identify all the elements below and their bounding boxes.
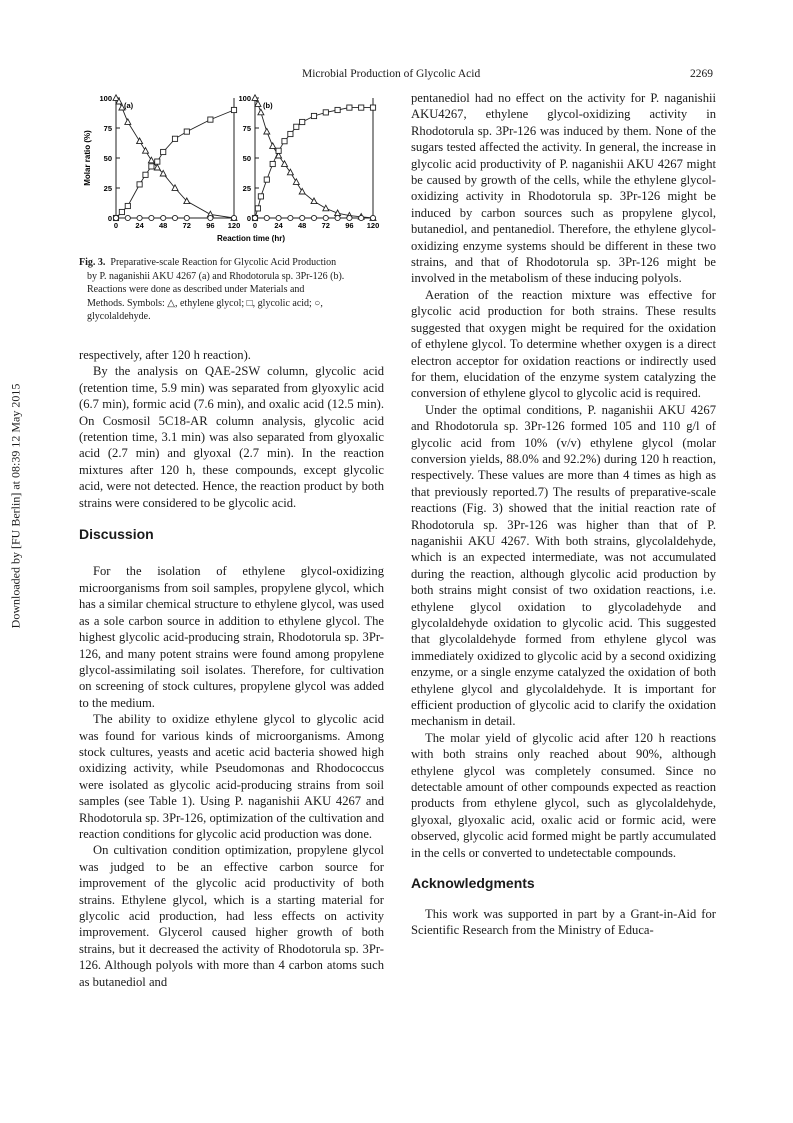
y-tick-label: 100	[238, 94, 251, 103]
glycolic-acid-marker	[300, 119, 305, 124]
ethylene-glycol-marker	[125, 119, 131, 125]
glycolic-acid-marker	[323, 110, 328, 115]
ethylene-glycol-marker	[143, 148, 149, 154]
ethylene-glycol-marker	[293, 179, 299, 185]
paragraph: Under the optimal conditions, P. naganishii AKU 4267 and Rhodotorula sp. 3Pr-126 formed 105 and 110 g/l of glycolic acid from 10% (v/v) ethylene glycol (molar conversion yields, 88.0% and 92.2%) during 120 h reaction, respectively. These values are more than 4 times as high as that previously reported.7) The results of preparative-scale reactions (Fig. 3) showed that the initial reaction rate of Rhodotorula sp. 3Pr-126 was higher than that of P. naganishii AKU 4267. With both strains, glycolaldehyde, which is an expected intermediate, was not accumulated during the reaction, although glycolic acid production by both strains might consist of two oxidation reactions, i.e. ethylene glycol oxidation to glycoladehyde and glycolaldehyde oxidation to glycolic acid. This suggested that glycolaldehyde formed from ethylene glycol was immediately oxidized to glycolic acid by a second oxidizing enzyme, or a single enzyme catalyzed the oxidation of both ethylene glycol and glycolaldehyde. It is important for efficient production of glycolic acid to clarify the oxidation mechanism in detail.	[411, 402, 716, 729]
glycolic-acid-marker	[155, 159, 160, 164]
glycolaldehyde-marker	[288, 215, 293, 220]
glycolaldehyde-marker	[359, 215, 364, 220]
ethylene-glycol-marker	[311, 198, 317, 204]
glycolic-acid-marker	[255, 206, 260, 211]
paragraph: respectively, after 120 h reaction).	[79, 348, 251, 362]
glycolaldehyde-marker	[208, 215, 213, 220]
paragraph: Aeration of the reaction mixture was effective for glycolic acid production for both strains. These results suggested that oxygen might be required for the oxidation of ethylene glycol. To determine whether oxygen is a direct electron acceptor for oxidation reactions or indirectly used for them, elucidation of the enzyme system catalyzing the conversion of ethylene glycol to glycolic acid is required.	[411, 287, 716, 401]
section-heading-acknowledgments: Acknowledgments	[411, 875, 535, 892]
glycolic-acid-marker	[282, 139, 287, 144]
glycolic-acid-marker	[359, 105, 364, 110]
glycolic-acid-marker	[172, 136, 177, 141]
figure-3	[76, 90, 386, 250]
chart-panel-a	[99, 94, 240, 230]
caption-line: Methods. Symbols: △, ethylene glycol; □, glycolic acid; ○,	[87, 297, 323, 309]
ethylene-glycol-marker	[258, 109, 264, 115]
running-header-title: Microbial Production of Glycolic Acid	[302, 68, 481, 80]
caption-line: glycolaldehyde.	[87, 311, 151, 323]
y-tick-label: 0	[246, 214, 251, 223]
glycolic-acid-marker	[270, 161, 275, 166]
paragraph: The ability to oxidize ethylene glycol to glycolic acid was found for various kinds of microorganisms. Among stock cultures, yeasts and acetic acid bacteria showed high oxidizing activity, while Pseudomonas and Rhodococcus were isolated as glycolic acid-producing strains from soil samples (see Table 1). Using P. naganishii AKU 4267 and Rhodotorula sp. 3Pr-126, optimization of the cultivation and reaction conditions for glycolic acid production was done.	[79, 712, 384, 841]
x-tick-label: 24	[274, 221, 283, 230]
ethylene-glycol-marker	[270, 143, 276, 149]
x-tick-label: 48	[298, 221, 307, 230]
glycolaldehyde-marker	[276, 215, 281, 220]
x-tick-label: 0	[113, 221, 119, 230]
caption-line: by P. naganishii AKU 4267 (a) and Rhodotorula sp. 3Pr-126 (b).	[87, 270, 345, 282]
ethylene-glycol-marker	[323, 205, 329, 211]
ethylene-glycol-marker	[137, 138, 143, 144]
page-number: 2269	[690, 68, 713, 80]
x-tick-label: 120	[227, 221, 241, 230]
glycolic-acid-marker	[347, 105, 352, 110]
chart-panel-b	[238, 94, 379, 230]
glycolaldehyde-marker	[335, 215, 340, 220]
glycolaldehyde-marker	[161, 215, 166, 220]
y-tick-label: 25	[242, 184, 251, 193]
x-tick-label: 24	[135, 221, 144, 230]
glycolic-acid-marker	[137, 182, 142, 187]
glycolic-acid-marker	[335, 107, 340, 112]
x-tick-label: 120	[366, 221, 380, 230]
glycolic-acid-marker	[311, 113, 316, 118]
section-heading-discussion: Discussion	[79, 526, 154, 543]
paragraph: On cultivation condition optimization, propylene glycol was judged to be an effective carbon source for improvement of the glycolic acid productivity of both strains. Ethylene glycol, which is a starting material for glycolic acid production, had less effects on activity improvement. Glycerol caused higher growth of both strains, but it decreased the activity of Rhodotorula sp. 3Pr-126. Although polyols with more than 4 carbon atoms such as butanediol and	[79, 843, 384, 989]
right-text-column	[411, 90, 716, 938]
y-tick-label: 0	[107, 214, 112, 223]
glycolaldehyde-marker	[149, 215, 154, 220]
glycolic-acid-marker	[288, 131, 293, 136]
glycolaldehyde-marker	[370, 215, 375, 220]
y-tick-label: 25	[103, 184, 112, 193]
y-tick-label: 50	[242, 154, 251, 163]
download-watermark	[6, 296, 26, 716]
glycolic-acid-marker	[161, 149, 166, 154]
ethylene-glycol-marker	[299, 188, 305, 194]
glycolic-acid-marker	[264, 177, 269, 182]
x-tick-label: 96	[345, 221, 354, 230]
paragraph: For the isolation of ethylene glycol-oxidizing microorganisms from soil samples, propylene glycol, which has a similar chemical structure to ethylene glycol, was used as a sole carbon source in addition to ethylene glycol. The highest glycolic acid-producing strain, Rhodotorula sp. 3Pr-126, and many potent strains were found among propylene glycol-assimilating soil isolates. Therefore, for cultivation on screening of stock cultures, propylene glycol was added to the medium.	[79, 564, 384, 710]
ethylene-glycol-marker	[264, 128, 270, 134]
paragraph: pentanediol had no effect on the activity for P. naganishii AKU4267, ethylene glycol-oxidizing activity in Rhodotorula sp. 3Pr-126 was induced by them. None of the sugars tested affected the activity. In general, the increase in glycolic acid productivity of P. naganishii AKU 4267 might be caused by growth of the cells, while the ethylene glycol-oxidizing activity in Rhodotorula sp. 3Pr-126 might be induced by carbon sources such as propylene glycol, butanediol, and pentanediol. Therefore, the ethylene glycol-oxidizing enzyme systems should be different in these two strains, and that of Rhodotorula sp. 3Pr-126 might be involved in the metabolism of these inducing polyols.	[411, 91, 716, 286]
glycolaldehyde-marker	[264, 215, 269, 220]
glycolic-acid-marker	[294, 124, 299, 129]
glycolic-acid-marker	[149, 164, 154, 169]
y-tick-label: 50	[103, 154, 112, 163]
y-tick-label: 75	[242, 124, 251, 133]
glycolic-acid-marker	[125, 203, 130, 208]
glycolic-acid-marker	[258, 194, 263, 199]
x-tick-label: 96	[206, 221, 215, 230]
glycolaldehyde-marker	[137, 215, 142, 220]
glycolic-acid-marker	[208, 117, 213, 122]
panel-label: (b)	[263, 101, 273, 110]
glycolaldehyde-marker	[252, 215, 257, 220]
caption-line	[79, 256, 382, 270]
ethylene-glycol-marker	[255, 101, 261, 107]
y-axis-label: Molar ratio (%)	[83, 130, 92, 186]
glycolic-acid-marker	[370, 105, 375, 110]
left-text-column	[79, 347, 384, 990]
glycolaldehyde-marker	[311, 215, 316, 220]
glycolic-acid-marker	[143, 172, 148, 177]
glycolaldehyde-marker	[231, 215, 236, 220]
x-tick-label: 0	[252, 221, 258, 230]
caption-label: Fig. 3.	[79, 257, 106, 268]
glycolaldehyde-marker	[184, 215, 189, 220]
glycolic-acid-marker	[231, 107, 236, 112]
glycolaldehyde-marker	[300, 215, 305, 220]
paragraph: The molar yield of glycolic acid after 120 h reactions with both strains only reached about 90%, although ethylene glycol was completely consumed. Since no detectable amount of other compounds expected as reaction products from ethylene glycol, such as glycolaldehyde, glyoxal, glyoxalic acid, oxalic acid or formic acid, were observed, glycolic acid formed might be partly accumulated in the cells or converted to undetectable compounds.	[411, 730, 716, 860]
glycolic-acid-marker	[276, 148, 281, 153]
glycolic-acid-marker	[119, 209, 124, 214]
glycolaldehyde-marker	[125, 215, 130, 220]
figure-caption	[79, 256, 382, 324]
glycolaldehyde-marker	[323, 215, 328, 220]
y-tick-label: 75	[103, 124, 112, 133]
paragraph: This work was supported in part by a Grant-in-Aid for Scientific Research from the Ministry of Educa-	[411, 906, 716, 937]
x-tick-label: 72	[321, 221, 330, 230]
caption-title: Preparative-scale Reaction for Glycolic Acid Production	[110, 257, 337, 268]
glycolaldehyde-marker	[347, 215, 352, 220]
square-series-line	[116, 110, 234, 218]
glycolaldehyde-marker	[172, 215, 177, 220]
triangle-series-line	[116, 98, 234, 218]
x-axis-label: Reaction time (hr)	[216, 234, 286, 243]
glycolaldehyde-marker	[113, 215, 118, 220]
x-tick-label: 72	[182, 221, 191, 230]
x-tick-label: 48	[159, 221, 168, 230]
paragraph: By the analysis on QAE-2SW column, glycolic acid (retention time, 5.9 min) was separated from glyoxylic acid (6.7 min), formic acid (7.6 min), and oxalic acid (12.5 min). On Cosmosil 5C18-AR column analysis, glycolic acid (retention time, 3.1 min) was also separated from glyoxalic acid (2.7 min) and glyoxal (2.7 min). In the reaction mixtures after 120 h, these compounds, except glycolic acid, were not detected. Hence, the reaction product by both strains were considered to be glycolic acid.	[79, 364, 384, 510]
caption-line: Reactions were done as described under Materials and	[87, 284, 305, 296]
download-watermark-text: Downloaded by [FU Berlin] at 08:39 12 May 2015	[8, 383, 23, 629]
glycolic-acid-marker	[184, 129, 189, 134]
y-tick-label: 100	[99, 94, 112, 103]
ethylene-glycol-marker	[148, 157, 154, 163]
panel-label: (a)	[124, 101, 134, 110]
